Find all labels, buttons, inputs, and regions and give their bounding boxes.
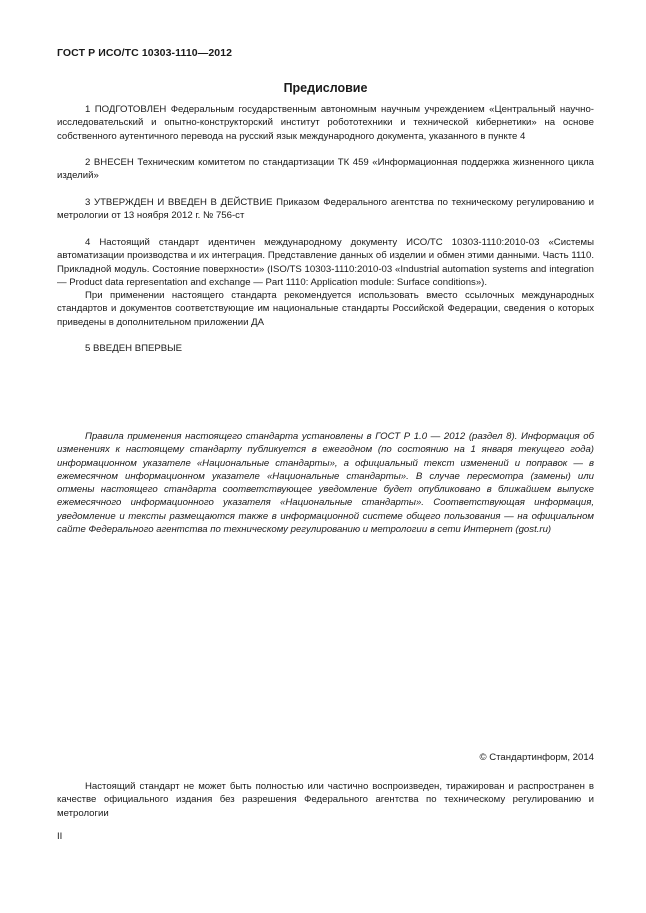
paragraph-submitted-by: 2 ВНЕСЕН Техническим комитетом по стандартизации ТК 459 «Информационная поддержка жизненного цикла изделий»	[57, 157, 594, 182]
reproduction-notice	[57, 780, 594, 820]
page-title: Предисловие	[283, 81, 368, 95]
paragraph-introduced-first: 5 ВВЕДЕН ВПЕРВЫЕ	[85, 343, 183, 355]
paragraph-references-note: При применении настоящего стандарта рекомендуется использовать вместо ссылочных международных стандартов и документов соответствующие им национальные стандарты Российской Федерации, сведения о которых приведены в дополнительном приложении ДА	[57, 290, 594, 328]
paragraph-identical-to: 4 Настоящий стандарт идентичен международному документу ИСО/ТС 10303-1110:2010-03 «Системы автоматизации производства и их интеграция. Представление данных об изделии и обмен этими данными. Часть 1110. Прикладной модуль. Состояние поверхности» (ISO/TS 10303-1110:2010-03 «Industrial automation systems and integration — Product data representation and exchange — Part 1110: Application module: Surface conditions»).	[57, 236, 594, 288]
notice-text: Настоящий стандарт не может быть полностью или частично воспроизведен, тиражирован и распространен в качестве официального издания без разрешения Федерального агентства по техническому регулированию и метрологии	[57, 781, 594, 819]
rules-note-text: Правила применения настоящего стандарта установлены в ГОСТ Р 1.0 — 2012 (раздел 8). Информация об изменениях к настоящему стандарту публикуется в ежегодном (по состоянию на 1 января текущего года) информационном указателе «Национальные стандарты», а официальный текст изменений и поправок — в ежемесячном информационном указателе «Национальные стандарты». В случае пересмотра (замены) или отмены настоящего стандарта соответствующее уведомление будет опубликовано в ближайшем выпуске ежемесячного информационного указателя «Национальные стандарты». Соответствующая информация, уведомление и тексты размещаются также в информационной системе общего пользования — на официальном сайте Федерального агентства по техническому регулированию и метрологии в сети Интернет (gost.ru)	[57, 431, 594, 536]
page-number: II	[57, 831, 63, 842]
paragraph-prepared-by: 1 ПОДГОТОВЛЕН Федеральным государственным автономным научным учреждением «Центральный научно-исследовательский и опытно-конструкторский институт робототехники и технической кибернетики» на основе собственного аутентичного перевода на русский язык международного документа, указанного в пункте 4	[57, 104, 594, 142]
copyright-line: © Стандартинформ, 2014	[479, 752, 594, 763]
application-rules-note	[57, 430, 594, 536]
document-code-header: ГОСТ Р ИСО/ТС 10303-1110—2012	[57, 47, 233, 59]
paragraph-approved: 3 УТВЕРЖДЕН И ВВЕДЕН В ДЕЙСТВИЕ Приказом Федерального агентства по техническому регулированию и метрологии от 13 ноября 2012 г. № 756-ст	[57, 197, 594, 222]
foreword-body	[57, 103, 594, 356]
